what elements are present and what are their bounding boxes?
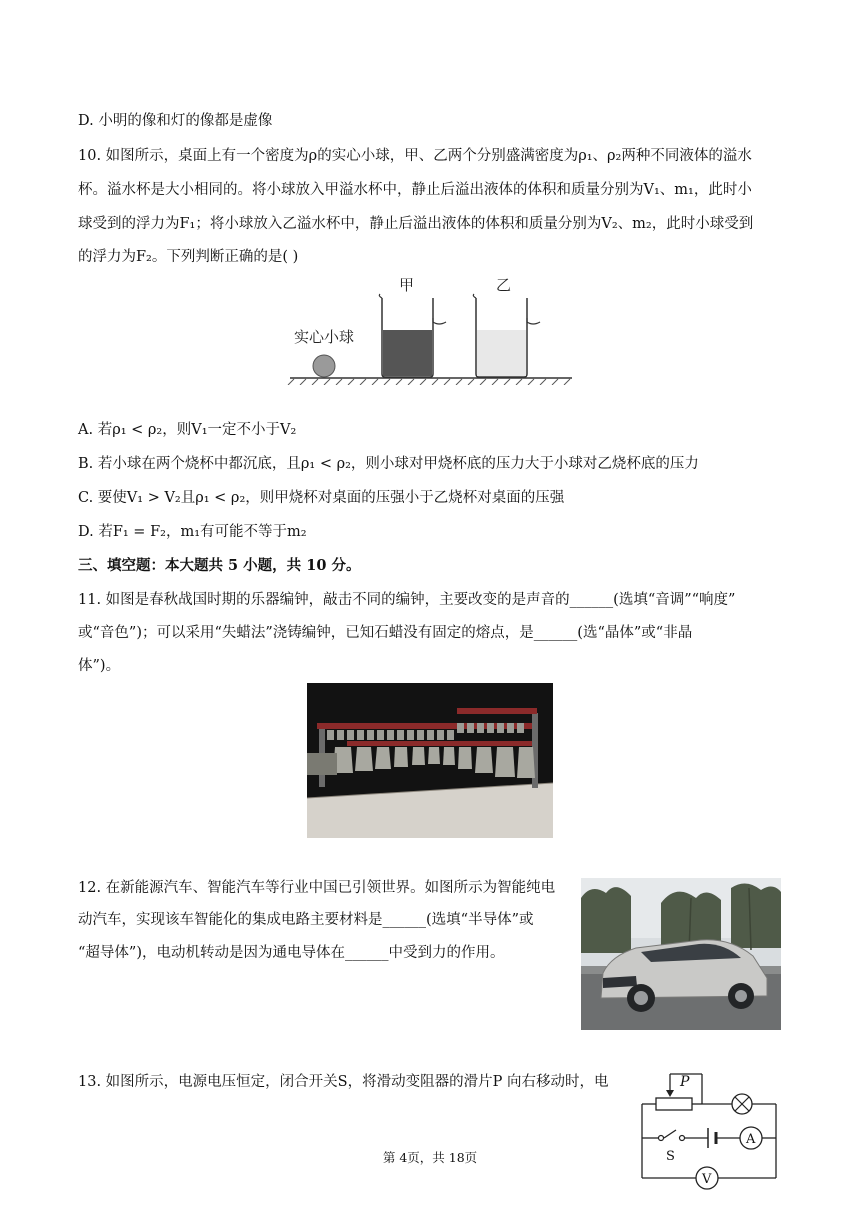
page-footer: 第 4页，共 18页 [382,1150,478,1165]
question-12-line-1: 12. 在新能源汽车、智能汽车等行业中国已引领世界。如图所示为智能纯电 [78,880,556,896]
option-c: C. 要使V₁ > V₂且ρ₁ < ρ₂，则甲烧杯对桌面的压强小于乙烧杯对桌面的压强 [78,490,565,506]
ammeter-label: A [746,1132,756,1147]
question-10-line-4: 的浮力为F₂。下列判断正确的是( ) [78,249,299,265]
slider-arrow [666,1090,674,1097]
electric-car-photo [581,878,781,1030]
line-d-option-prev: D. 小明的像和灯的像都是虚像 [78,113,273,129]
solid-ball [313,355,335,377]
option-b: B. 若小球在两个烧杯中都沉底，且ρ₁ < ρ₂，则小球对甲烧杯底的压力大于小球对乙烧杯底的压力 [78,456,699,472]
label-yi: 乙 [496,276,512,294]
bianzhong-photo [307,683,553,838]
question-10-line-2: 杯。溢水杯是大小相同的。将小球放入甲溢水杯中，静止后溢出液体的体积和质量分别为V₁、m₁，此时小 [78,182,752,198]
question-13-line-1: 13. 如图所示，电源电压恒定，闭合开关S，将滑动变阻器的滑片P 向右移动时，电 [78,1074,609,1090]
label-jia: 甲 [399,276,415,294]
circuit-diagram [636,1070,782,1190]
slider-label: P [680,1074,690,1090]
question-12-line-3: “超导体”)，电动机转动是因为通电导体在______中受到力的作用。 [78,945,505,961]
question-10-line-3: 球受到的浮力为F₁；将小球放入乙溢水杯中，静止后溢出液体的体积和质量分别为V₂、m₂，此时小球受到 [78,216,754,232]
rheostat [656,1098,692,1110]
question-11-line-3: 体”)。 [78,658,121,674]
question-12-line-2: 动汽车，实现该车智能化的集成电路主要材料是______(选填“半导体”或 [78,912,534,928]
beaker-figure [286,270,576,385]
liquid-jia [383,330,432,376]
liquid-yi [477,330,526,376]
switch-contact-right [680,1136,685,1141]
switch-label: S [666,1149,675,1164]
ball-label: 实心小球 [294,328,355,346]
question-10-line-1: 10. 如图所示，桌面上有一个密度为ρ的实心小球，甲、乙两个分别盛满密度为ρ₁、ρ₂两种不同液体的溢水 [78,148,752,164]
question-11-line-2: 或“音色”)；可以采用“失蜡法”浇铸编钟，已知石蜡没有固定的熔点，是______(选“晶体”或“非晶 [78,625,693,641]
voltmeter-label: V [702,1172,712,1187]
question-11-line-1: 11. 如图是春秋战国时期的乐器编钟，敲击不同的编钟，主要改变的是声音的______(选填“音调”“响度” [78,592,736,608]
section-heading: 三、填空题：本大题共 5 小题，共 10 分。 [78,557,361,574]
option-a: A. 若ρ₁ < ρ₂，则V₁一定不小于V₂ [78,422,297,438]
switch-contact-left [659,1136,664,1141]
option-d: D. 若F₁ = F₂，m₁有可能不等于m₂ [78,524,307,540]
